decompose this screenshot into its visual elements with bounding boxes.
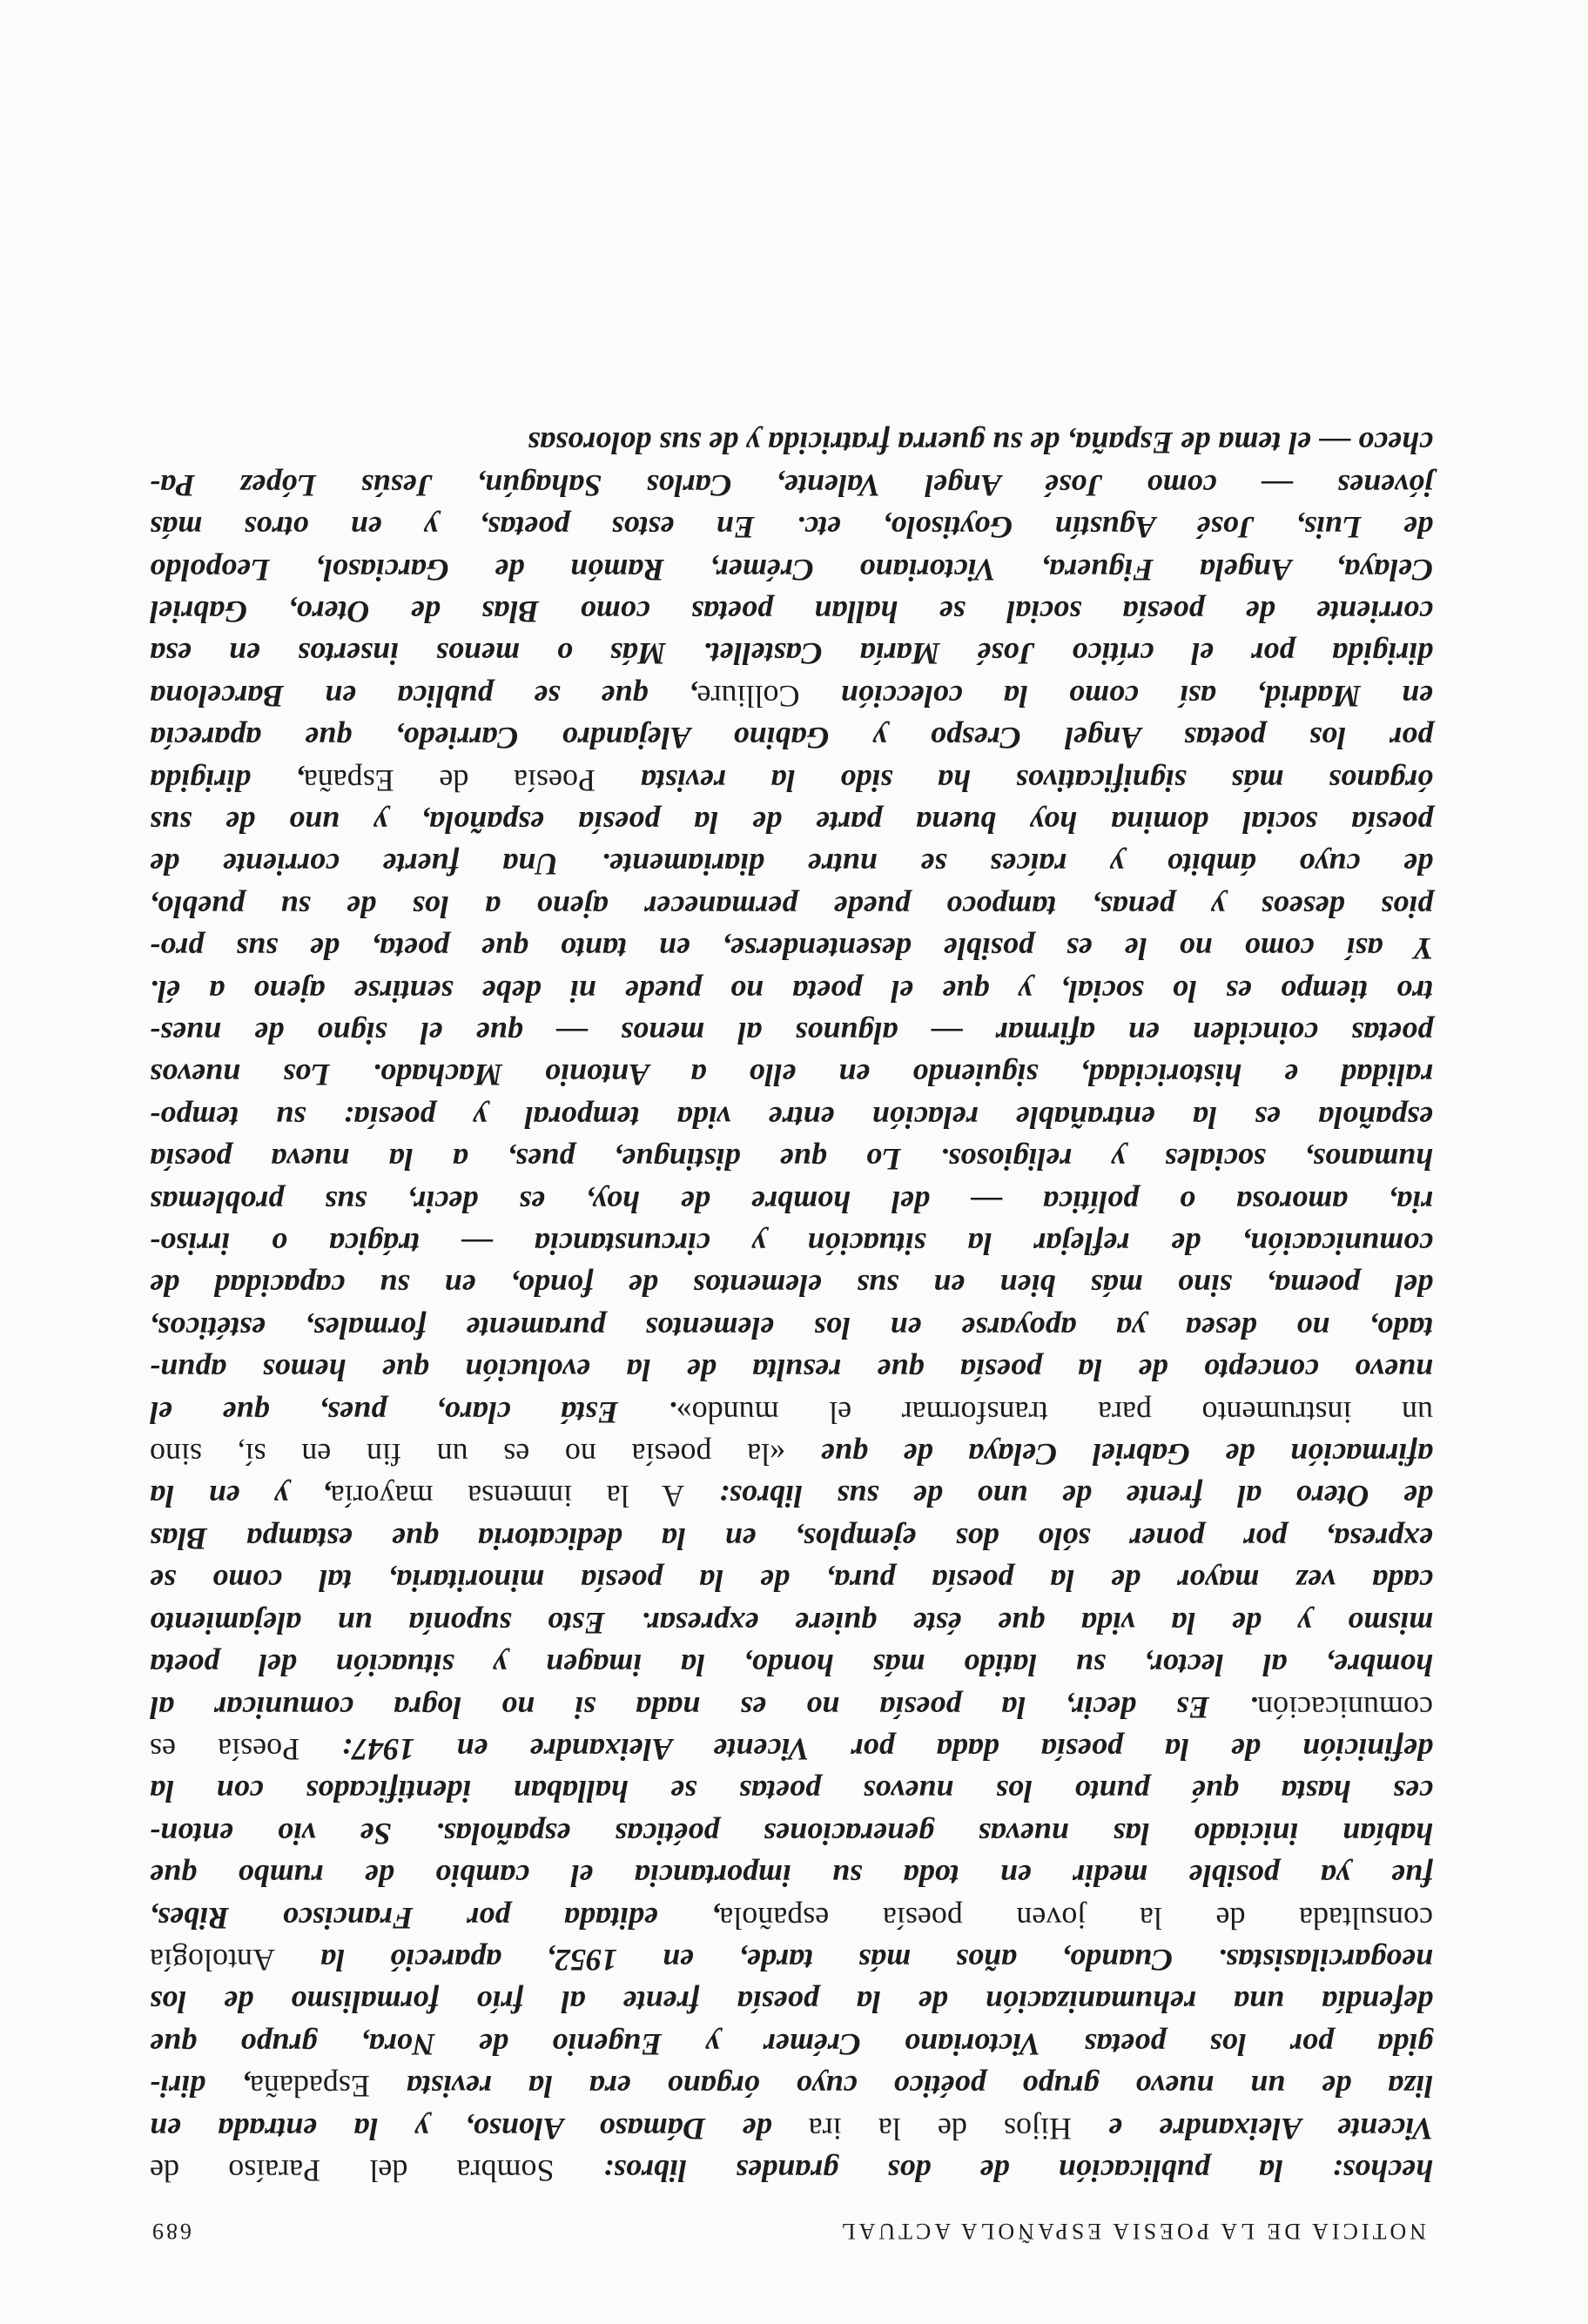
roman-segment: Sombra del Paraíso de — [150, 2153, 555, 2188]
text-line — [150, 1981, 1433, 2023]
italic-segment: , diri- — [150, 2069, 250, 2105]
italic-segment: tro tiempo es lo social, y que el poeta no puede ni debe sentirse ajeno a él. — [150, 973, 1433, 1009]
italic-segment: de cuyo ámbito y raíces se nutre diariamente. Una fuerte corriente de — [150, 847, 1433, 883]
text-line — [150, 759, 1433, 801]
text-line — [150, 2023, 1433, 2065]
italic-segment: tado, no desea ya apoyarse en los elementos puramente formales, estéticos, — [150, 1310, 1433, 1346]
text-line — [150, 1897, 1433, 1938]
italic-segment: de Dámaso Alonso, y la entrada en — [150, 2111, 809, 2146]
italic-segment: neogarcilasistas. Cuando, años más tarde, en 1952, apareció la — [274, 1942, 1433, 1978]
italic-segment: órganos más significativos ha sido la revista — [596, 762, 1433, 798]
roman-segment: Poesía es — [150, 1731, 300, 1767]
text-line — [150, 464, 1433, 506]
text-line — [150, 422, 1433, 464]
text-line — [150, 633, 1433, 675]
roman-segment: comunicación — [1257, 1689, 1433, 1725]
text-line — [150, 1180, 1433, 1222]
text-line — [150, 1475, 1433, 1517]
italic-segment: humanos, sociales y religiosos. Lo que distingue, pues, a la nueva poesía — [150, 1142, 1433, 1178]
text-line — [150, 1560, 1433, 1602]
italic-segment: habían iniciado las nuevas generaciones poéticas españolas. Se vio enton- — [150, 1816, 1433, 1851]
page-number: 689 — [150, 2219, 192, 2244]
roman-segment: Hijos de la ira — [808, 2111, 1072, 2146]
italic-segment: hechos: la publicación de dos grandes libros: — [554, 2153, 1433, 2188]
text-line — [150, 885, 1433, 927]
text-line — [150, 548, 1433, 590]
running-head — [150, 2209, 1426, 2244]
italic-segment: ralidad e historicidad, siguiendo en ello a Antonio Machado. Los nuevos — [150, 1058, 1433, 1093]
italic-segment: Celaya, Angela Figuera, Victoriano Crémer, Ramón de Garciasol, Leopoldo — [150, 552, 1433, 588]
italic-segment: mismo y de la vida que éste quiere expresar. Esto suponía un alejamiento — [150, 1605, 1433, 1641]
roman-segment: consultada de la joven poesía española — [719, 1900, 1433, 1936]
italic-segment: cada vez mayor de la poesía pura, de la poesía minoritaria, tal como se — [150, 1563, 1433, 1599]
text-line — [150, 1265, 1433, 1306]
italic-segment: corriente de poesía social se hallan poetas como Blas de Otero, Gabriel — [150, 594, 1433, 629]
italic-segment: española es la entrañable relación entre vida temporal y poesía: su tempo- — [150, 1099, 1433, 1135]
text-line — [150, 717, 1433, 759]
italic-segment: ria, amorosa o política — del hombre de hoy, es decir, sus problemas — [150, 1184, 1433, 1219]
text-line — [150, 1054, 1433, 1096]
italic-segment: comunicación, de reflejar la situación y circunstancia — trágica o irriso- — [150, 1226, 1433, 1262]
italic-segment: , dirigida — [150, 762, 304, 798]
italic-segment: poetas coinciden en afirmar — algunos al menos — que el signo de nues- — [150, 1016, 1433, 1051]
text-line — [150, 2065, 1433, 2107]
roman-segment: Antología — [150, 1942, 275, 1978]
italic-segment: , editada por Francisco Ribes, — [150, 1900, 720, 1936]
text-line — [150, 2150, 1433, 2192]
text-line — [150, 1686, 1433, 1728]
italic-segment: expresa, por poner sólo dos ejemplos, en la dedicatoria que estampa Blas — [150, 1521, 1433, 1556]
italic-segment: , y en la — [150, 1479, 331, 1515]
roman-segment: Poesía de España — [303, 762, 596, 798]
italic-segment: por los poetas Angel Crespo y Gabino Alejandro Carriedo, que aparecía — [150, 721, 1433, 756]
italic-segment: dirigida por el crítico José María Castellet. Más o menos insertos en esa — [150, 636, 1433, 672]
text-line — [150, 843, 1433, 885]
italic-segment: en Madrid, así como la colección — [799, 678, 1433, 714]
roman-segment: A la inmensa mayoría — [330, 1479, 685, 1515]
italic-segment: Vicente Aleixandre e — [1071, 2111, 1433, 2146]
text-line — [150, 802, 1433, 843]
italic-segment: gida por los poetas Victoriano Crémer y Eugenio de Nora, grupo que — [150, 2026, 1433, 2062]
roman-segment: Colliure — [696, 678, 800, 714]
text-line — [150, 1770, 1433, 1812]
italic-segment: jóvenes — como José Angel Valente, Carlos Sahagún, Jesús López Pa- — [150, 467, 1433, 503]
text-line — [150, 1729, 1433, 1770]
text-line — [150, 1602, 1433, 1643]
text-line — [150, 1391, 1433, 1433]
text-line — [150, 928, 1433, 970]
italic-segment: del poema, sino más bien en sus elementos de fondo, en su capacidad de — [150, 1268, 1433, 1304]
text-line — [150, 2107, 1433, 2149]
roman-segment: Espadaña — [249, 2069, 370, 2105]
text-line — [150, 507, 1433, 548]
text-line — [150, 1939, 1433, 1981]
text-line — [150, 1812, 1433, 1854]
italic-segment: hombre, al lector, su latido más hondo, la imagen y situación del poeta — [150, 1648, 1433, 1683]
text-line — [150, 1518, 1433, 1560]
body-paragraph — [150, 422, 1433, 2192]
text-line — [150, 1096, 1433, 1138]
text-line — [150, 1012, 1433, 1054]
italic-segment: pios deseos y penas, tampoco puede permanecer ajeno a los de su pueblo, — [150, 889, 1433, 924]
text-line — [150, 1223, 1433, 1265]
text-line — [150, 1644, 1433, 1686]
italic-segment: checo — el tema de España, de su guerra fratricida y de sus dolorosas — [528, 426, 1433, 461]
italic-segment: de Luis, José Agustín Goytisolo, etc. En estos poetas, y en otros más — [150, 510, 1433, 546]
italic-segment: Y así como no le es posible desentenderse, en tanto que poeta, de sus pro- — [150, 931, 1433, 967]
italic-segment: defendía una rehumanización de la poesía frente al frío formalismo de los — [150, 1985, 1433, 2020]
italic-segment: afirmación de Gabriel Celaya de que — [785, 1437, 1433, 1473]
roman-segment: un instrumento para transformar el mundo» — [676, 1394, 1433, 1430]
roman-segment: «la poesía no es un fin en sí, sino — [150, 1437, 786, 1473]
italic-segment: . Está claro, pues, que el — [150, 1394, 676, 1430]
text-line — [150, 1138, 1433, 1180]
italic-segment: liza de un nuevo grupo poético cuyo órgano era la revista — [369, 2069, 1433, 2105]
italic-segment: . Es decir, la poesía no es nada si no logra comunicar al — [150, 1689, 1258, 1725]
italic-segment: poesía social domina hoy buena parte de la poesía española, y uno de sus — [150, 805, 1433, 840]
italic-segment: fue ya posible medir en toda su importancia el cambio de rumbo que — [150, 1858, 1433, 1894]
italic-segment: , que se publica en Barcelona — [150, 678, 697, 714]
italic-segment: nuevo concepto de la poesía que resulta de la evolución que hemos apun- — [150, 1353, 1433, 1388]
italic-segment: ces hasta qué punto los nuevos poetas se hallaban identificados con la — [150, 1774, 1433, 1810]
text-line — [150, 1434, 1433, 1475]
text-line — [150, 1306, 1433, 1348]
text-line — [150, 1855, 1433, 1897]
running-head-title: NOTICIA DE LA POESIA ESPAÑOLA ACTUAL — [838, 2219, 1426, 2244]
text-line — [150, 591, 1433, 633]
italic-segment: definición de la poesía dada por Vicente Aleixandre en 1947: — [299, 1731, 1433, 1767]
text-line — [150, 970, 1433, 1011]
text-line — [150, 675, 1433, 716]
italic-segment: de Otero al frente de uno de sus libros: — [684, 1479, 1433, 1515]
text-line — [150, 1349, 1433, 1391]
